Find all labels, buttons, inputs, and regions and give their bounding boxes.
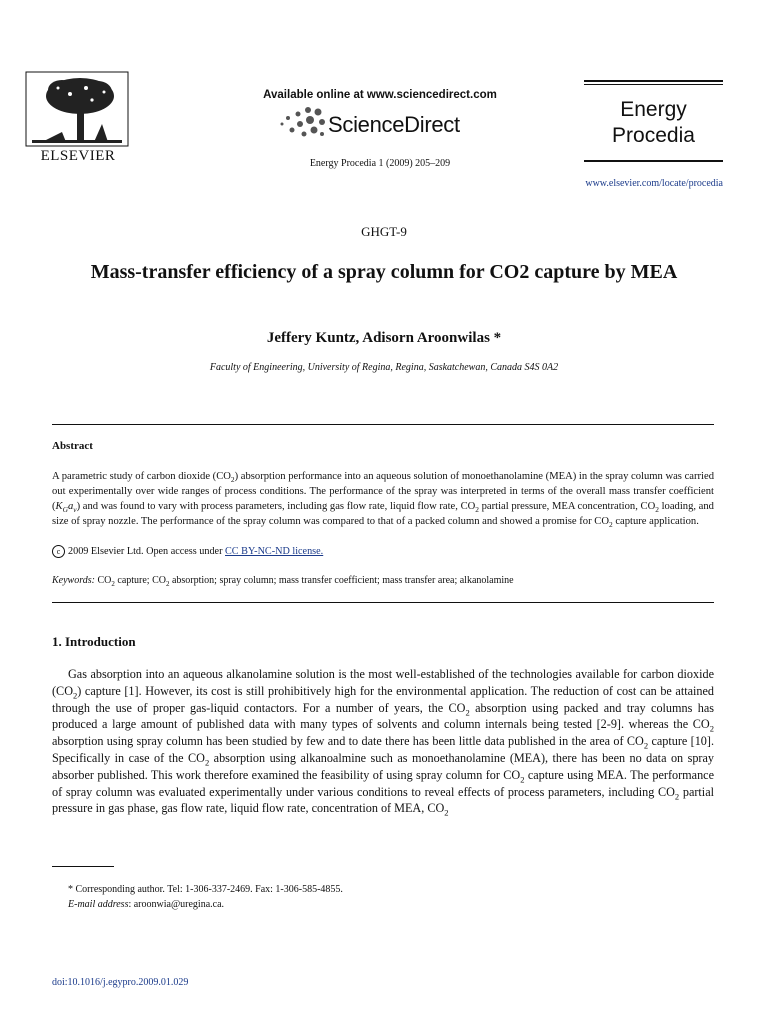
footnote-rule	[52, 866, 114, 867]
paper-title: Mass-transfer efficiency of a spray column for CO2 capture by MEA	[90, 261, 678, 283]
license-link[interactable]: CC BY-NC-ND license.	[225, 546, 324, 557]
journal-reference: Energy Procedia 1 (2009) 205–209	[309, 158, 451, 169]
copyright-icon: c	[52, 545, 65, 558]
doi-link[interactable]: doi:10.1016/j.egypro.2009.01.029	[52, 977, 189, 988]
publisher-logo-text: ELSEVIER	[40, 148, 116, 164]
sciencedirect-dots-icon	[278, 104, 326, 140]
journal-box-rule-top-thin	[584, 84, 723, 85]
keywords-line: Keywords: $CO_2$ capture; $CO_2$ absorption; spray column; mass transfer coefficient; mass transfer area; alkanolamine	[52, 575, 514, 588]
email-label: E-mail address	[68, 899, 129, 910]
journal-name-line1: Energy	[620, 98, 687, 121]
author-affiliation: Faculty of Engineering, University of Regina, Regina, Saskatchewan, Canada S4S 0A2	[209, 362, 559, 373]
journal-box-rule-bottom	[584, 160, 723, 162]
journal-box-rule-top	[584, 80, 723, 82]
paper-authors: Jeffery Kuntz, Adisorn Aroonwilas *	[266, 330, 502, 346]
sciencedirect-logo-text: ScienceDirect	[328, 112, 460, 137]
section-heading-introduction: 1. Introduction	[52, 634, 136, 649]
available-online-text: Available online at www.sciencedirect.com	[263, 89, 497, 101]
copyright-line	[52, 545, 714, 558]
abstract-top-rule	[52, 424, 714, 425]
corresponding-author-note: * Corresponding author. Tel: 1-306-337-2469. Fax: 1-306-585-4855.	[68, 884, 343, 895]
email-value: : aroonwia@uregina.ca.	[128, 899, 225, 910]
abstract-heading: Abstract	[52, 440, 93, 452]
abstract-bottom-rule	[52, 602, 714, 603]
email-note	[68, 899, 224, 910]
journal-name-line2: Procedia	[612, 124, 695, 147]
introduction-paragraph: Gas absorption into an aqueous alkanolamine solution is the most well-established of the technologies available for carbon dioxide $(CO_2)$ capture [1]. However, its cost is still prohibitively high for the environmental application. The reduction of cost can be attained through the use of proper gas-liquid contactors. For a number of years, the $CO_2$ absorption using packed and tray columns has produced a large amount of published data with many types of solvents and column internals being tested [2-9]. whereas the $CO_2$ absorption using spray column has been studied by few and to date there has been little data published in the area of $CO_2$ capture [10]. Specifically in case of the $CO_2$ absorption using alkanoalmine such as monoethanolamine (MEA), there has been no data on spray absorber published. This work therefore examined the feasibility of using spray column for $CO_2$ capture using MEA. The performance of spray column was evaluated experimentally under various conditions to reveal effects of process parameters, including $CO_2$ partial pressure in gas phase, gas flow rate, liquid flow rate, concentration of MEA, $CO_2$	[52, 667, 714, 818]
elsevier-tree-logo-icon	[22, 70, 132, 150]
copyright-text: 2009 Elsevier Ltd. Open access under	[68, 546, 226, 557]
conference-label: GHGT-9	[361, 224, 407, 239]
keywords-label: Keywords:	[52, 575, 95, 586]
journal-url-link[interactable]: www.elsevier.com/locate/procedia	[585, 178, 723, 189]
journal-name	[584, 97, 723, 149]
abstract-body: A parametric study of carbon dioxide $(CO_2)$ absorption performance into an aqueous solution of monoethanolamine (MEA) in the spray column was carried out experimentally over wide ranges of process conditions. The performance of the spray was interpreted in terms of the overall mass transfer coefficient $(K_Ga_v)$ and was found to vary with process parameters, including gas flow rate, liquid flow rate, $CO_2$ partial pressure, MEA concentration, $CO_2$ loading, and size of spray nozzle. The performance of the spray column was compared to that of a packed column and showed a promise for $CO_2$ capture application.	[52, 471, 714, 530]
